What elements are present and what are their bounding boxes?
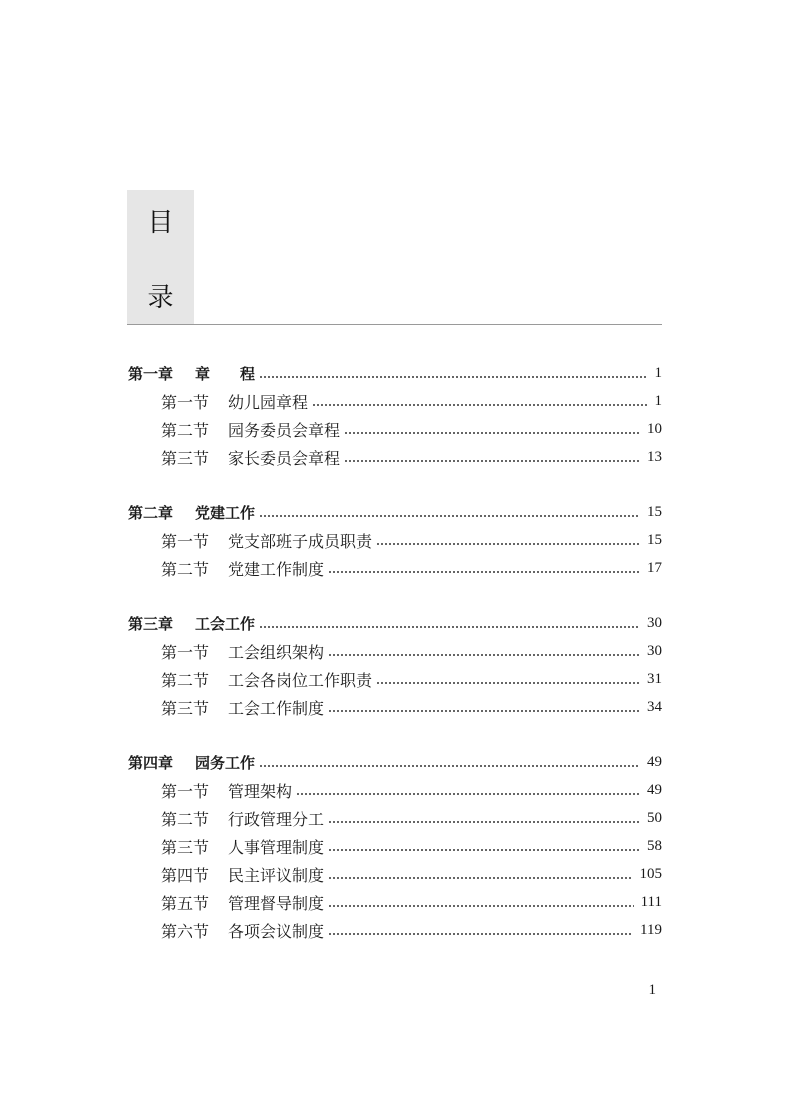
section-title: 党建工作制度 bbox=[228, 561, 325, 579]
dot-leader bbox=[328, 554, 640, 582]
chapter-entry bbox=[128, 498, 662, 526]
section-title: 工会组织架构 bbox=[228, 644, 325, 662]
section-entry bbox=[128, 832, 662, 860]
section-title: 管理架构 bbox=[228, 783, 293, 801]
section-page-number: 17 bbox=[647, 559, 662, 576]
section-page-number: 1 bbox=[654, 392, 662, 409]
chapter-entry bbox=[128, 748, 662, 776]
section-title: 民主评议制度 bbox=[228, 867, 325, 885]
section-entry bbox=[128, 888, 662, 916]
chapter-title: 章 程 bbox=[195, 365, 256, 383]
section-page-number: 10 bbox=[647, 420, 662, 437]
chapter-group bbox=[128, 359, 662, 471]
section-page-number: 30 bbox=[647, 642, 662, 659]
section-number: 第五节 bbox=[161, 895, 210, 913]
section-number: 第二节 bbox=[161, 672, 210, 690]
dot-leader bbox=[259, 359, 647, 387]
chapter-number: 第三章 bbox=[128, 615, 174, 633]
section-number: 第二节 bbox=[161, 561, 210, 579]
dot-leader bbox=[312, 387, 647, 415]
section-title: 人事管理制度 bbox=[228, 839, 325, 857]
heading-divider bbox=[127, 324, 662, 325]
section-title: 行政管理分工 bbox=[228, 811, 325, 829]
section-page-number: 119 bbox=[640, 921, 662, 938]
dot-leader bbox=[259, 498, 640, 526]
dot-leader bbox=[328, 916, 633, 944]
table-of-contents bbox=[128, 359, 662, 944]
section-number: 第二节 bbox=[161, 422, 210, 440]
section-page-number: 58 bbox=[647, 837, 662, 854]
chapter-title: 党建工作 bbox=[195, 504, 256, 522]
section-title: 党支部班子成员职责 bbox=[228, 533, 373, 551]
section-title: 管理督导制度 bbox=[228, 895, 325, 913]
section-page-number: 50 bbox=[647, 809, 662, 826]
chapter-page-number: 30 bbox=[647, 614, 662, 631]
section-title: 幼儿园章程 bbox=[228, 394, 309, 412]
section-page-number: 105 bbox=[639, 865, 662, 882]
section-title: 家长委员会章程 bbox=[228, 450, 341, 468]
section-title: 各项会议制度 bbox=[228, 923, 325, 941]
section-number: 第三节 bbox=[161, 839, 210, 857]
dot-leader bbox=[328, 693, 640, 721]
section-page-number: 34 bbox=[647, 698, 662, 715]
dot-leader bbox=[328, 832, 640, 860]
toc-heading-char-1: 目 bbox=[147, 208, 174, 237]
section-page-number: 15 bbox=[647, 531, 662, 548]
section-page-number: 31 bbox=[647, 670, 662, 687]
chapter-page-number: 49 bbox=[647, 753, 662, 770]
section-entry bbox=[128, 637, 662, 665]
chapter-group bbox=[128, 498, 662, 582]
chapter-page-number: 15 bbox=[647, 503, 662, 520]
chapter-number: 第二章 bbox=[128, 504, 174, 522]
dot-leader bbox=[328, 804, 640, 832]
chapter-title: 园务工作 bbox=[195, 754, 256, 772]
section-entry bbox=[128, 804, 662, 832]
section-page-number: 13 bbox=[647, 448, 662, 465]
section-entry bbox=[128, 526, 662, 554]
toc-heading-box bbox=[127, 190, 194, 325]
dot-leader bbox=[259, 748, 640, 776]
section-entry bbox=[128, 415, 662, 443]
section-title: 工会工作制度 bbox=[228, 700, 325, 718]
page-number: 1 bbox=[648, 982, 656, 998]
section-entry bbox=[128, 387, 662, 415]
section-number: 第六节 bbox=[161, 923, 210, 941]
dot-leader bbox=[259, 609, 640, 637]
dot-leader bbox=[376, 526, 640, 554]
section-title: 工会各岗位工作职责 bbox=[228, 672, 373, 690]
section-entry bbox=[128, 665, 662, 693]
chapter-title: 工会工作 bbox=[195, 615, 256, 633]
section-entry bbox=[128, 860, 662, 888]
section-page-number: 111 bbox=[640, 893, 662, 910]
section-entry bbox=[128, 443, 662, 471]
dot-leader bbox=[328, 888, 634, 916]
section-title: 园务委员会章程 bbox=[228, 422, 341, 440]
dot-leader bbox=[328, 637, 640, 665]
section-number: 第一节 bbox=[161, 533, 210, 551]
section-number: 第三节 bbox=[161, 450, 210, 468]
chapter-entry bbox=[128, 609, 662, 637]
dot-leader bbox=[296, 776, 640, 804]
toc-heading-char-2: 录 bbox=[147, 283, 174, 312]
section-number: 第一节 bbox=[161, 783, 210, 801]
section-page-number: 49 bbox=[647, 781, 662, 798]
dot-leader bbox=[344, 415, 640, 443]
section-entry bbox=[128, 554, 662, 582]
chapter-number: 第四章 bbox=[128, 754, 174, 772]
chapter-group bbox=[128, 609, 662, 721]
dot-leader bbox=[376, 665, 640, 693]
chapter-number: 第一章 bbox=[128, 365, 174, 383]
chapter-entry bbox=[128, 359, 662, 387]
dot-leader bbox=[328, 860, 632, 888]
chapter-group bbox=[128, 748, 662, 944]
chapter-page-number: 1 bbox=[654, 364, 662, 381]
dot-leader bbox=[344, 443, 640, 471]
section-number: 第三节 bbox=[161, 700, 210, 718]
section-number: 第一节 bbox=[161, 644, 210, 662]
section-number: 第一节 bbox=[161, 394, 210, 412]
section-entry bbox=[128, 916, 662, 944]
section-entry bbox=[128, 776, 662, 804]
section-entry bbox=[128, 693, 662, 721]
section-number: 第四节 bbox=[161, 867, 210, 885]
section-number: 第二节 bbox=[161, 811, 210, 829]
